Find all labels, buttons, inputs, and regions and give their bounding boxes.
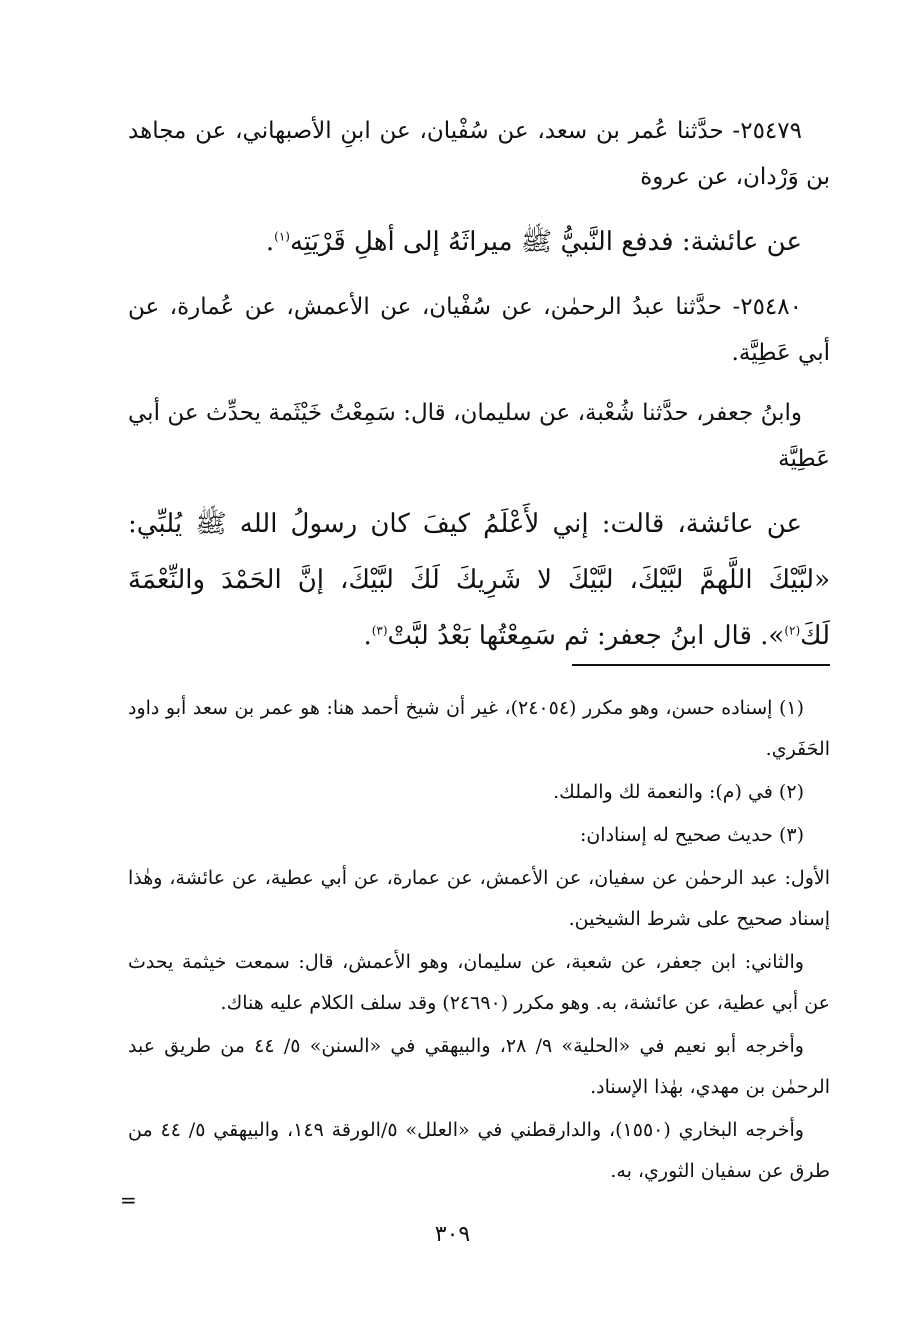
hadith-2480-matn bbox=[128, 496, 830, 664]
continuation-mark: = bbox=[120, 1188, 137, 1212]
hadith-2480-matn-text: عن عائشة، قالت: إني لأَعْلَمُ كيفَ كان رسولُ الله ﷺ يُلبِّي: «لبَّيْكَ اللَّهمَّ لبَّيْكَ، لبَّيْكَ لا شَرِيكَ لَكَ لبَّيْكَ، إنَّ الحَمْدَ والنِّعْمَةَ لَكَ bbox=[128, 509, 830, 651]
hadith-2479-matn bbox=[128, 214, 830, 270]
page-number: ٣٠٩ bbox=[434, 1222, 471, 1247]
hadith-2480-isnad-text: ٢٥٤٨٠- حدَّثنا عبدُ الرحمٰن، عن سُفْيان، عن الأعمش، عن عُمارة، عن أبي عَطِيَّة. bbox=[128, 294, 830, 366]
hadith-2479-end: . bbox=[265, 227, 275, 257]
footnote-3-first-chain: الأول: عبد الرحمٰن عن سفيان، عن الأعمش، عن عمارة، عن أبي عطية، عن عائشة، وهٰذا إسناد صحيح على شرط الشيخين. bbox=[128, 867, 830, 930]
hadith-2480-isnad bbox=[128, 284, 830, 376]
footnote-3-takhrij-2: وأخرجه البخاري (١٥٥٠)، والدارقطني في «العلل» ٥/الورقة ١٤٩، والبيهقي ٥/ ٤٤ من طرق عن سفيان الثوري، به. bbox=[128, 1119, 830, 1182]
hadith-2480-isnad-2 bbox=[128, 390, 830, 482]
hadith-2480-isnad-2-text: وابنُ جعفر، حدَّثنا شُعْبة، عن سليمان، قال: سَمِعْتُ خَيْثَمة يحدِّث عن أبي عَطِيَّة bbox=[128, 400, 830, 472]
footnote-ref-2[interactable]: (٢) bbox=[784, 623, 801, 638]
footnote-3-takhrij-1: وأخرجه أبو نعيم في «الحلية» ٩/ ٢٨، والبيهقي في «السنن» ٥/ ٤٤ من طريق عبد الرحمٰن بن مهدي، بهٰذا الإسناد. bbox=[128, 1035, 830, 1098]
footnote-2: (٢) في (م): والنعمة لك والملك. bbox=[553, 781, 804, 803]
main-text bbox=[128, 108, 830, 678]
footnote-3: (٣) حديث صحيح له إسنادان: bbox=[579, 824, 804, 846]
hadith-2479-isnad-text: ٢٥٤٧٩- حدَّثنا عُمر بن سعد، عن سُفْيان، عن ابنِ الأصبهاني، عن مجاهد بن وَرْدان، عن عروة bbox=[128, 118, 830, 190]
footnote-separator bbox=[572, 664, 830, 666]
footnote-1: (١) إسناده حسن، وهو مكرر (٢٤٠٥٤)، غير أن شيخ أحمد هنا: هو عمر بن سعد أبو داود الحَفَري. bbox=[128, 697, 830, 760]
footnotes bbox=[128, 688, 830, 1194]
footnote-ref-3[interactable]: (٣) bbox=[371, 623, 388, 638]
footnote-3-second-chain: والثاني: ابن جعفر، عن شعبة، عن سليمان، وهو الأعمش، قال: سمعت خيثمة يحدث عن أبي عطية، عن عائشة، به. وهو مكرر (٢٤٦٩٠) وقد سلف الكلام عليه هناك. bbox=[128, 951, 830, 1014]
hadith-2480-matn-text-2: ». قال ابنُ جعفر: ثم سَمِعْتُها بَعْدُ لبَّتْ bbox=[387, 621, 785, 651]
hadith-2479-matn-text: عن عائشة: فدفع النَّبيُّ ﷺ ميراثَهُ إلى أهلِ قَرْيَتِه bbox=[289, 227, 802, 257]
hadith-2479-isnad bbox=[128, 108, 830, 200]
hadith-2480-end: . bbox=[363, 621, 372, 651]
footnote-ref-1[interactable]: (١) bbox=[274, 229, 290, 244]
